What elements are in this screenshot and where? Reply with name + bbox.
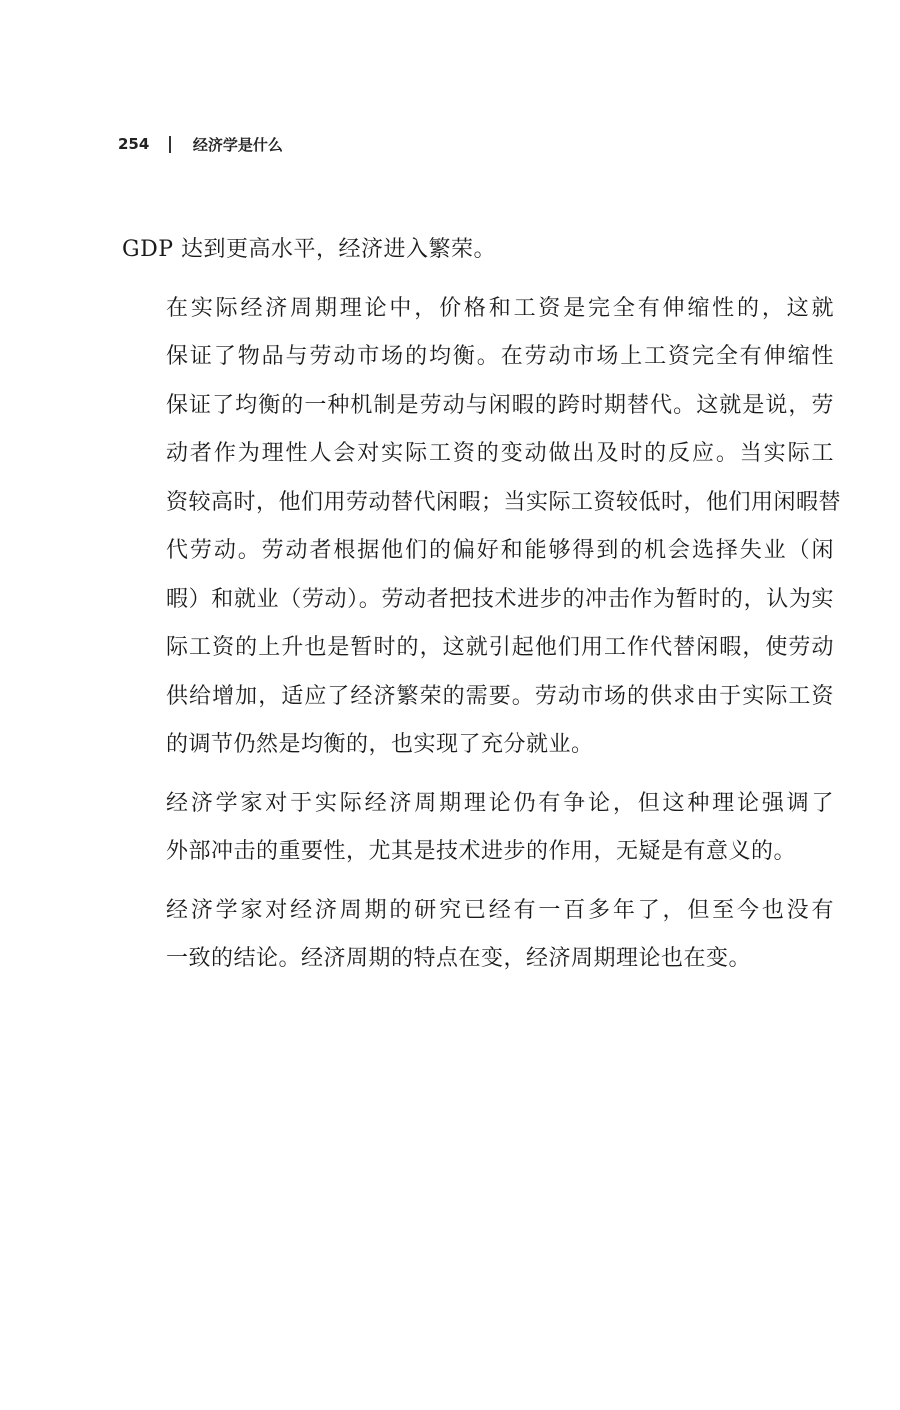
paragraph-3 [122,780,834,877]
text-line: 一致的结论。经济周期的特点在变，经济周期理论也在变。 [166,946,752,971]
header-divider [169,136,171,153]
text-line: 代劳动。劳动者根据他们的偏好和能够得到的机会选择失业（闲 [166,538,834,563]
text-line: 保证了物品与劳动市场的均衡。在劳动市场上工资完全有伸缩性 [166,344,834,369]
paragraph-4 [122,887,834,984]
body-text [122,226,842,994]
text-line: 资较高时，他们用劳动替代闲暇；当实际工资较低时，他们用闲暇替 [166,489,842,515]
running-header [118,132,283,156]
text-line: 际工资的上升也是暂时的，这就引起他们用工作代替闲暇，使劳动 [166,635,834,660]
text-line: 供给增加，适应了经济繁荣的需要。劳动市场的供求由于实际工资 [166,683,834,709]
text-line: GDP 达到更高水平，经济进入繁荣。 [122,237,497,262]
text-line: 保证了均衡的一种机制是劳动与闲暇的跨时期替代。这就是说，劳 [166,392,834,418]
text-line: 在实际经济周期理论中，价格和工资是完全有伸缩性的，这就 [166,295,834,321]
text-line: 动者作为理性人会对实际工资的变动做出及时的反应。当实际工 [166,441,834,466]
text-line: 暇）和就业（劳动）。劳动者把技术进步的冲击作为暂时的，认为实 [166,586,834,612]
text-line: 外部冲击的重要性，尤其是技术进步的作用，无疑是有意义的。 [166,839,797,864]
paragraph-2 [122,285,842,770]
page-number: 254 [118,135,150,153]
text-line: 经济学家对于实际经济周期理论仍有争论，但这种理论强调了 [166,790,834,816]
book-title: 经济学是什么 [192,135,283,154]
text-line: 经济学家对经济周期的研究已经有一百多年了，但至今也没有 [166,897,834,923]
text-line: 的调节仍然是均衡的，也实现了充分就业。 [166,732,594,757]
paragraph-1 [122,226,834,275]
